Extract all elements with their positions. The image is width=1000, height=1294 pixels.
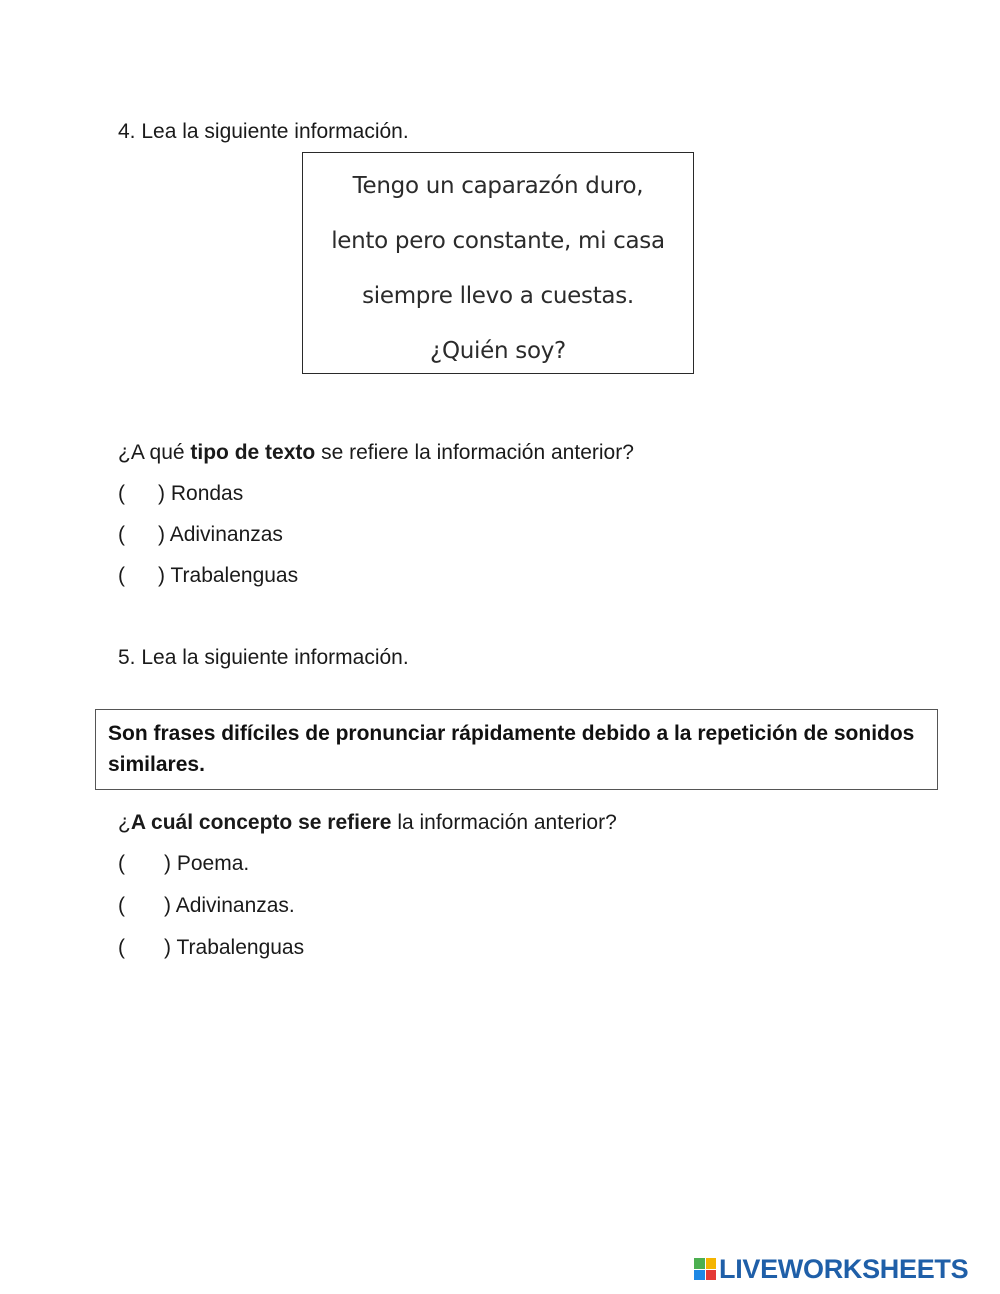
answer-blank-close: ) <box>158 523 165 546</box>
answer-blank-open: ( <box>118 894 125 917</box>
logo-square-2 <box>706 1258 717 1269</box>
question-5-prompt-post: la información anterior? <box>391 811 617 834</box>
question-5-option-3[interactable] <box>118 936 304 960</box>
logo-square-3 <box>694 1270 705 1281</box>
riddle-box <box>302 152 694 374</box>
definition-box <box>95 709 938 790</box>
liveworksheets-logo-icon <box>694 1258 716 1280</box>
liveworksheets-brand <box>694 1254 968 1284</box>
question-5-title: 5. Lea la siguiente información. <box>118 646 409 669</box>
option-label: Adivinanzas. <box>175 894 295 917</box>
answer-blank-open: ( <box>118 482 125 505</box>
question-4-option-1[interactable] <box>118 482 243 506</box>
definition-text: Son frases difíciles de pronunciar rápidamente debido a la repetición de sonidos similares. <box>108 722 915 776</box>
question-4-title: 4. Lea la siguiente información. <box>118 120 409 143</box>
answer-blank-open: ( <box>118 564 125 587</box>
answer-blank-close: ) <box>158 564 165 587</box>
answer-blank-close: ) <box>158 482 165 505</box>
logo-square-4 <box>706 1270 717 1281</box>
answer-blank-close: ) <box>164 894 171 917</box>
question-4-option-2[interactable] <box>118 523 283 547</box>
riddle-line-3: siempre llevo a cuestas. <box>362 283 634 309</box>
option-label: Trabalenguas <box>176 936 305 959</box>
question-4-option-3[interactable] <box>118 564 298 588</box>
riddle-line-4: ¿Quién soy? <box>430 338 566 364</box>
answer-blank-open: ( <box>118 852 125 875</box>
question-5-option-2[interactable] <box>118 894 295 918</box>
question-4-prompt-pre: ¿A qué <box>118 441 191 464</box>
option-label: Poema. <box>176 852 250 875</box>
question-5-option-1[interactable] <box>118 852 249 876</box>
riddle-line-1: Tengo un caparazón duro, <box>352 173 644 199</box>
logo-square-1 <box>694 1258 705 1269</box>
option-label: Adivinanzas <box>169 523 283 546</box>
answer-blank-open: ( <box>118 936 125 959</box>
question-4-prompt <box>118 441 634 465</box>
option-label: Rondas <box>170 482 244 505</box>
question-4-prompt-post: se refiere la información anterior? <box>315 441 634 464</box>
brand-wordmark: LIVEWORKSHEETS <box>719 1253 969 1284</box>
answer-blank-close: ) <box>164 852 171 875</box>
question-5-prompt-bold: A cuál concepto se refiere <box>130 811 392 834</box>
riddle-line-2: lento pero constante, mi casa <box>331 228 665 254</box>
answer-blank-open: ( <box>118 523 125 546</box>
question-4-prompt-bold: tipo de texto <box>190 441 316 464</box>
question-5-prompt <box>118 811 617 835</box>
answer-blank-close: ) <box>164 936 171 959</box>
option-label: Trabalenguas <box>170 564 299 587</box>
question-5-prompt-pre: ¿ <box>118 811 131 834</box>
